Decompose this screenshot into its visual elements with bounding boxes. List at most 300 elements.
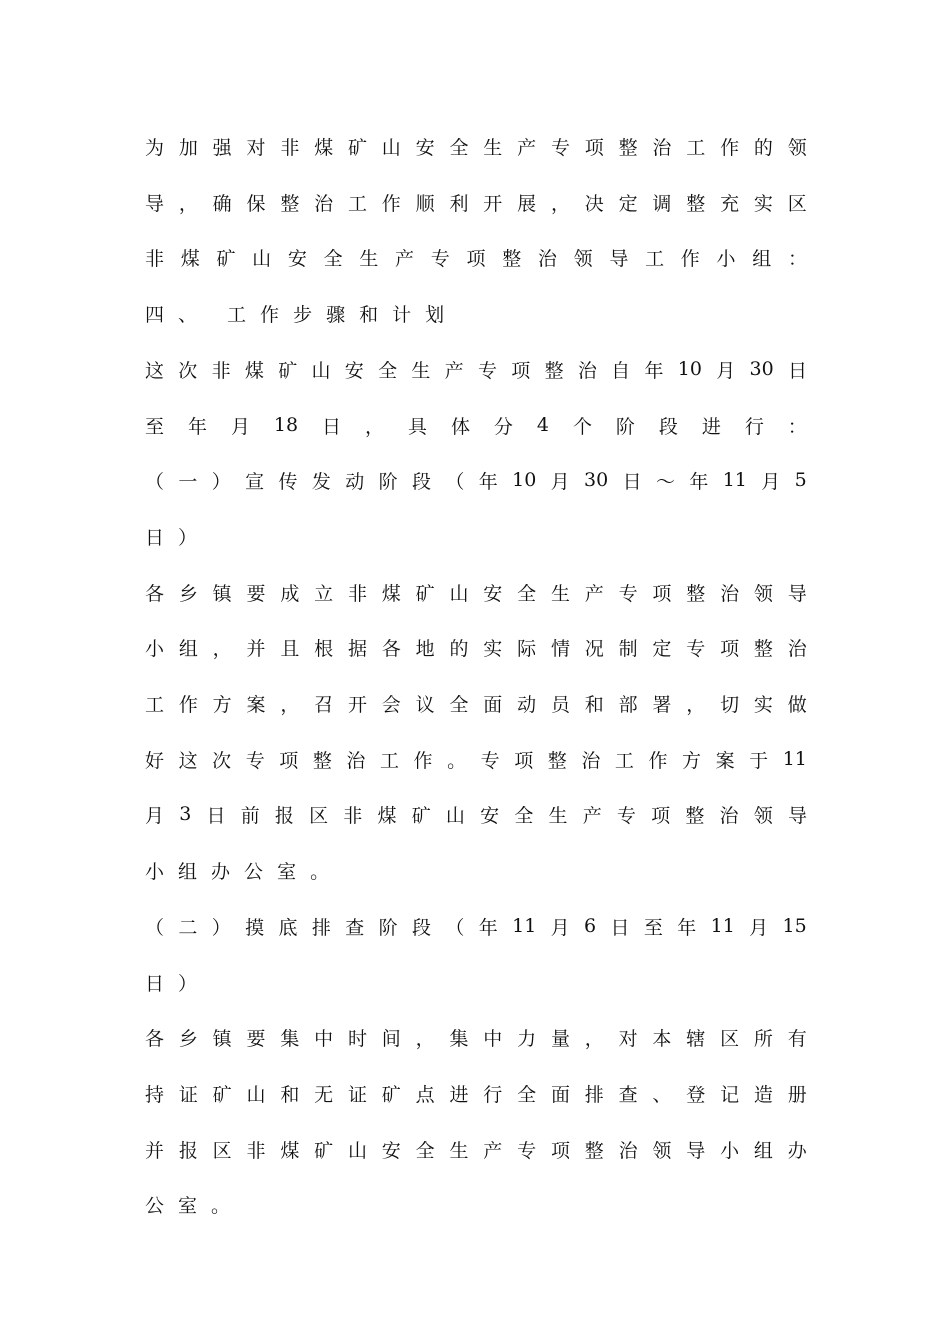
text-line-10: [145, 632, 807, 662]
glyph: ，: [178, 192, 198, 215]
glyph: 整: [618, 136, 638, 159]
glyph: 日: [610, 916, 630, 939]
glyph: 山: [445, 804, 465, 827]
glyph: 全: [449, 136, 469, 159]
glyph: 山: [381, 136, 401, 159]
glyph: 工: [347, 192, 367, 215]
glyph: 时: [347, 1027, 367, 1050]
glyph: 作: [178, 693, 198, 716]
glyph: 于: [749, 749, 769, 772]
glyph: 工: [645, 247, 665, 270]
glyph: 制: [618, 637, 638, 660]
glyph: 方: [682, 749, 702, 772]
glyph: 员: [550, 693, 570, 716]
glyph: 年: [677, 916, 697, 939]
glyph: 专: [616, 804, 636, 827]
glyph: 工: [686, 136, 706, 159]
glyph: 矿: [411, 804, 431, 827]
glyph: 排: [584, 1083, 604, 1106]
glyph: 矿: [381, 1083, 401, 1106]
glyph: 动: [345, 470, 365, 493]
glyph: 实: [753, 192, 773, 215]
glyph: 决: [584, 192, 604, 215]
glyph: 行: [483, 1083, 503, 1106]
glyph: 和: [280, 1083, 300, 1106]
glyph: 治: [581, 749, 601, 772]
glyph: 前: [240, 804, 260, 827]
glyph: 无: [314, 1083, 334, 1106]
glyph: ：: [787, 415, 807, 438]
glyph: 18: [273, 414, 299, 436]
glyph: 专: [618, 582, 638, 605]
glyph: 四: [145, 303, 165, 326]
glyph: 证: [178, 1083, 198, 1106]
glyph: 区: [720, 1027, 740, 1050]
glyph: 各: [145, 582, 165, 605]
glyph: 方: [212, 693, 232, 716]
glyph: 会: [381, 693, 401, 716]
text-line-2: [145, 187, 807, 217]
glyph: 全: [517, 582, 537, 605]
glyph: 项: [550, 1139, 570, 1162]
glyph: 项: [584, 136, 604, 159]
section-heading-4: [145, 298, 807, 328]
text-line-3: [145, 242, 807, 272]
glyph: 治: [719, 804, 739, 827]
glyph: 导: [609, 247, 629, 270]
glyph: 实: [483, 637, 503, 660]
glyph: 月: [716, 359, 736, 382]
glyph: 日: [622, 470, 642, 493]
glyph: 底: [278, 916, 298, 939]
glyph: 开: [483, 192, 503, 215]
glyph: ）: [211, 916, 231, 939]
glyph: 确: [212, 192, 232, 215]
glyph: 体: [450, 415, 470, 438]
glyph: 4: [536, 414, 549, 436]
glyph: 10: [677, 358, 702, 380]
glyph: ，: [415, 1027, 435, 1050]
glyph: 日: [206, 804, 226, 827]
glyph: 治: [346, 749, 366, 772]
glyph: 作: [648, 749, 668, 772]
glyph: 整: [584, 1139, 604, 1162]
glyph: 山: [449, 582, 469, 605]
glyph: 面: [550, 1083, 570, 1106]
glyph: 年: [187, 415, 207, 438]
glyph: 集: [280, 1027, 300, 1050]
glyph: ，: [686, 693, 706, 716]
glyph: 计: [392, 303, 412, 326]
glyph: 15: [782, 915, 807, 937]
glyph: 30: [749, 358, 774, 380]
glyph: 。: [211, 1194, 231, 1217]
glyph: 日: [787, 359, 807, 382]
glyph: 月: [550, 916, 570, 939]
glyph: 全: [323, 247, 343, 270]
glyph: 专: [477, 359, 497, 382]
glyph: 领: [573, 247, 593, 270]
glyph: 且: [280, 637, 300, 660]
glyph: ）: [178, 526, 198, 549]
glyph: 公: [145, 1194, 165, 1217]
glyph: 宣: [245, 470, 265, 493]
glyph: 山: [246, 1083, 266, 1106]
glyph: 山: [347, 1139, 367, 1162]
glyph: 生: [483, 136, 503, 159]
glyph: 至: [643, 916, 663, 939]
glyph: 工: [227, 303, 247, 326]
glyph: 治: [618, 1139, 638, 1162]
text-line-13: [145, 799, 807, 829]
glyph: 好: [145, 749, 165, 772]
glyph: 非: [347, 582, 367, 605]
glyph: 组: [753, 1139, 773, 1162]
glyph: 登: [686, 1083, 706, 1106]
glyph: 、: [178, 303, 198, 326]
glyph: 中: [483, 1027, 503, 1050]
glyph: 月: [230, 415, 250, 438]
glyph: 煤: [244, 359, 264, 382]
glyph: 记: [720, 1083, 740, 1106]
glyph: 一: [178, 470, 198, 493]
glyph: ，: [212, 637, 232, 660]
glyph: 至: [145, 415, 165, 438]
glyph: 段: [658, 415, 678, 438]
glyph: 持: [145, 1083, 165, 1106]
glyph: 专: [517, 1139, 537, 1162]
glyph: 工: [145, 693, 165, 716]
glyph: 整: [685, 804, 705, 827]
glyph: 领: [753, 582, 773, 605]
glyph: 矿: [212, 1083, 232, 1106]
glyph: 阶: [378, 470, 398, 493]
glyph: 月: [761, 470, 781, 493]
glyph: 组: [178, 860, 198, 883]
glyph: 根: [314, 637, 334, 660]
glyph: ，: [280, 693, 300, 716]
glyph: 治: [720, 582, 740, 605]
glyph: 30: [584, 469, 609, 491]
glyph: 有: [787, 1027, 807, 1050]
text-line-9: [145, 577, 807, 607]
glyph: 治: [652, 136, 672, 159]
glyph: 区: [787, 192, 807, 215]
glyph: 强: [212, 136, 232, 159]
glyph: 公: [244, 860, 264, 883]
glyph: 作: [720, 136, 740, 159]
glyph: 矿: [415, 582, 435, 605]
glyph: 传: [278, 470, 298, 493]
text-line-18: [145, 1078, 807, 1108]
glyph: 。: [447, 749, 467, 772]
glyph: 矿: [314, 1139, 334, 1162]
glyph: 这: [145, 359, 165, 382]
glyph: ，: [550, 192, 570, 215]
glyph: 证: [347, 1083, 367, 1106]
glyph: 成: [280, 582, 300, 605]
glyph: 点: [415, 1083, 435, 1106]
glyph: 次: [212, 749, 232, 772]
glyph: 顺: [415, 192, 435, 215]
glyph: 次: [178, 359, 198, 382]
text-line-20: [145, 1189, 807, 1219]
glyph: 要: [246, 582, 266, 605]
text-line-6: [145, 410, 807, 440]
glyph: 月: [749, 916, 769, 939]
glyph: 地: [415, 637, 435, 660]
glyph: 安: [480, 804, 500, 827]
glyph: 产: [444, 359, 464, 382]
glyph: 阶: [615, 415, 635, 438]
glyph: 专: [430, 247, 450, 270]
glyph: 署: [652, 693, 672, 716]
glyph: 步: [293, 303, 313, 326]
glyph: 本: [652, 1027, 672, 1050]
glyph: 的: [449, 637, 469, 660]
stage-heading-1-cont: [145, 521, 807, 551]
glyph: 中: [314, 1027, 334, 1050]
glyph: 产: [395, 247, 415, 270]
glyph: 。: [310, 860, 330, 883]
glyph: 镇: [212, 1027, 232, 1050]
glyph: 要: [246, 1027, 266, 1050]
glyph: 查: [618, 1083, 638, 1106]
glyph: 工: [614, 749, 634, 772]
glyph: 据: [347, 637, 367, 660]
glyph: 定: [652, 637, 672, 660]
glyph: ，: [365, 415, 385, 438]
glyph: 部: [618, 693, 638, 716]
glyph: 整: [280, 192, 300, 215]
text-line-14: [145, 855, 807, 885]
glyph: 6: [584, 915, 597, 937]
glyph: 产: [582, 804, 602, 827]
glyph: 情: [550, 637, 570, 660]
glyph: 对: [618, 1027, 638, 1050]
glyph: 所: [753, 1027, 773, 1050]
glyph: 月: [550, 470, 570, 493]
glyph: 实: [753, 693, 773, 716]
glyph: 全: [449, 693, 469, 716]
glyph: 、: [652, 1083, 672, 1106]
glyph: 二: [178, 916, 198, 939]
stage-heading-2-cont: [145, 967, 807, 997]
glyph: 生: [449, 1139, 469, 1162]
glyph: 专: [245, 749, 265, 772]
glyph: 整: [753, 637, 773, 660]
glyph: 整: [686, 582, 706, 605]
glyph: 组: [752, 247, 772, 270]
glyph: 际: [517, 637, 537, 660]
glyph: 专: [686, 637, 706, 660]
glyph: 的: [753, 136, 773, 159]
glyph: 煤: [377, 804, 397, 827]
glyph: 小: [720, 1139, 740, 1162]
glyph: 安: [344, 359, 364, 382]
glyph: 导: [787, 804, 807, 827]
glyph: 摸: [245, 916, 265, 939]
glyph: 并: [246, 637, 266, 660]
glyph: 利: [449, 192, 469, 215]
glyph: 区: [309, 804, 329, 827]
glyph: 各: [381, 637, 401, 660]
glyph: 各: [145, 1027, 165, 1050]
glyph: 矿: [216, 247, 236, 270]
glyph: 年: [478, 470, 498, 493]
glyph: （: [145, 470, 165, 493]
glyph: 力: [517, 1027, 537, 1050]
glyph: 集: [449, 1027, 469, 1050]
glyph: 导: [787, 582, 807, 605]
glyph: 骤: [326, 303, 346, 326]
glyph: 乡: [178, 582, 198, 605]
glyph: 加: [178, 136, 198, 159]
text-line-17: [145, 1022, 807, 1052]
stage-heading-2: [145, 911, 807, 941]
glyph: 案: [715, 749, 735, 772]
glyph: 小: [716, 247, 736, 270]
glyph: 整: [686, 192, 706, 215]
glyph: 乡: [178, 1027, 198, 1050]
glyph: 室: [277, 860, 297, 883]
glyph: 面: [483, 693, 503, 716]
glyph: 保: [246, 192, 266, 215]
glyph: 间: [381, 1027, 401, 1050]
glyph: 辖: [686, 1027, 706, 1050]
glyph: 做: [787, 693, 807, 716]
glyph: 领: [787, 136, 807, 159]
glyph: 安: [381, 1139, 401, 1162]
glyph: 年: [478, 916, 498, 939]
glyph: 导: [686, 1139, 706, 1162]
text-line-12: [145, 744, 807, 774]
glyph: 划: [425, 303, 445, 326]
glyph: 立: [314, 582, 334, 605]
glyph: 况: [584, 637, 604, 660]
glyph: 全: [517, 1083, 537, 1106]
glyph: 作: [381, 192, 401, 215]
glyph: 并: [145, 1139, 165, 1162]
glyph: 治: [787, 637, 807, 660]
glyph: 煤: [381, 582, 401, 605]
glyph: 作: [680, 247, 700, 270]
glyph: 项: [652, 582, 672, 605]
glyph: 煤: [314, 136, 334, 159]
glyph: 安: [415, 136, 435, 159]
glyph: 室: [178, 1194, 198, 1217]
glyph: 量: [550, 1027, 570, 1050]
stage-heading-1: [145, 465, 807, 495]
glyph: 作: [413, 749, 433, 772]
glyph: 作: [260, 303, 280, 326]
glyph: 11: [722, 469, 747, 491]
glyph: 切: [720, 693, 740, 716]
glyph: 对: [246, 136, 266, 159]
glyph: 自: [611, 359, 631, 382]
glyph: 导: [145, 192, 165, 215]
text-line-19: [145, 1134, 807, 1164]
glyph: 全: [514, 804, 534, 827]
glyph: 召: [314, 693, 334, 716]
glyph: 煤: [280, 1139, 300, 1162]
glyph: 议: [415, 693, 435, 716]
glyph: 排: [311, 916, 331, 939]
glyph: 调: [652, 192, 672, 215]
glyph: 组: [178, 637, 198, 660]
glyph: ～: [655, 470, 675, 493]
glyph: 报: [274, 804, 294, 827]
glyph: 领: [753, 804, 773, 827]
glyph: 煤: [180, 247, 200, 270]
glyph: 办: [787, 1139, 807, 1162]
glyph: 日: [145, 972, 165, 995]
glyph: 3: [179, 803, 192, 825]
glyph: ）: [178, 972, 198, 995]
glyph: 项: [466, 247, 486, 270]
glyph: 项: [514, 749, 534, 772]
glyph: 11: [512, 915, 537, 937]
glyph: 11: [710, 915, 735, 937]
glyph: 工: [379, 749, 399, 772]
glyph: 册: [787, 1083, 807, 1106]
glyph: 安: [287, 247, 307, 270]
glyph: 段: [412, 916, 432, 939]
glyph: （: [445, 916, 465, 939]
glyph: 整: [547, 749, 567, 772]
glyph: 为: [145, 136, 165, 159]
glyph: 整: [312, 749, 332, 772]
glyph: 小: [145, 637, 165, 660]
glyph: 发: [311, 470, 331, 493]
glyph: （: [445, 470, 465, 493]
glyph: 安: [483, 582, 503, 605]
glyph: 全: [378, 359, 398, 382]
glyph: 矿: [278, 359, 298, 382]
glyph: 小: [145, 860, 165, 883]
glyph: 阶: [378, 916, 398, 939]
glyph: 日: [145, 526, 165, 549]
glyph: 领: [652, 1139, 672, 1162]
glyph: 行: [744, 415, 764, 438]
glyph: 整: [544, 359, 564, 382]
glyph: 山: [311, 359, 331, 382]
glyph: 区: [212, 1139, 232, 1162]
glyph: 查: [345, 916, 365, 939]
glyph: 办: [211, 860, 231, 883]
glyph: 进: [449, 1083, 469, 1106]
glyph: 项: [651, 804, 671, 827]
glyph: 和: [584, 693, 604, 716]
glyph: 全: [415, 1139, 435, 1162]
glyph: 和: [359, 303, 379, 326]
glyph: 分: [493, 415, 513, 438]
text-line-11: [145, 688, 807, 718]
glyph: 治: [577, 359, 597, 382]
glyph: 开: [347, 693, 367, 716]
glyph: 专: [550, 136, 570, 159]
glyph: 非: [145, 247, 165, 270]
glyph: 非: [280, 136, 300, 159]
glyph: 项: [279, 749, 299, 772]
glyph: 项: [720, 637, 740, 660]
glyph: 展: [517, 192, 537, 215]
glyph: 造: [753, 1083, 773, 1106]
glyph: 治: [314, 192, 334, 215]
glyph: 治: [537, 247, 557, 270]
glyph: 进: [701, 415, 721, 438]
glyph: （: [145, 916, 165, 939]
